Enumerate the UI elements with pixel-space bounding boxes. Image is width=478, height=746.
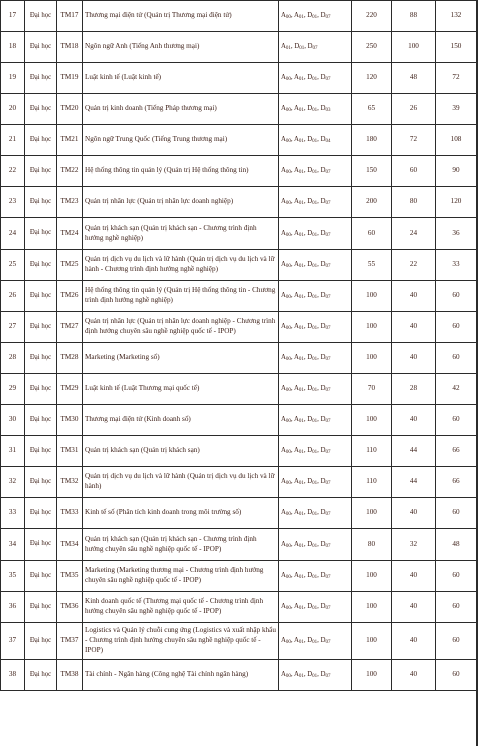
row-code: TM31 bbox=[57, 436, 83, 467]
row-quota-a: 40 bbox=[392, 498, 436, 529]
row-subject-combo: $A_{00}$, $A_{01}$, $D_{01}$, $D_{07}$ bbox=[279, 592, 352, 623]
row-quota-a: 100 bbox=[392, 32, 436, 63]
row-major-name: Hệ thống thông tin quản lý (Quản trị Hệ thống thông tin) bbox=[83, 156, 279, 187]
row-level: Đại học bbox=[25, 156, 57, 187]
row-number: 19 bbox=[1, 63, 25, 94]
row-quota-a: 28 bbox=[392, 374, 436, 405]
row-quota-b: 33 bbox=[436, 250, 477, 281]
row-major-name: Quản trị khách sạn (Quản trị khách sạn - Chương trình định hướng chuyên sâu nghề nghiệp quốc tế - IPOP) bbox=[83, 529, 279, 561]
row-quota-total: 100 bbox=[352, 561, 392, 592]
row-major-name: Quản trị khách sạn (Quản trị khách sạn - Chương trình định hướng nghề nghiệp) bbox=[83, 218, 279, 250]
table-row bbox=[1, 312, 477, 343]
row-quota-b: 60 bbox=[436, 660, 477, 691]
row-number: 29 bbox=[1, 374, 25, 405]
row-code: TM27 bbox=[57, 312, 83, 343]
row-level: Đại học bbox=[25, 32, 57, 63]
row-code: TM26 bbox=[57, 281, 83, 312]
row-quota-total: 220 bbox=[352, 1, 392, 32]
row-quota-a: 40 bbox=[392, 561, 436, 592]
row-major-name: Thương mại điện tử (Kinh doanh số) bbox=[83, 405, 279, 436]
row-subject-combo: $A_{00}$, $A_{01}$, $D_{01}$, $D_{04}$ bbox=[279, 125, 352, 156]
row-number: 38 bbox=[1, 660, 25, 691]
row-quota-a: 60 bbox=[392, 156, 436, 187]
row-subject-combo: $A_{00}$, $A_{01}$, $D_{01}$, $D_{07}$ bbox=[279, 343, 352, 374]
row-level: Đại học bbox=[25, 125, 57, 156]
row-subject-combo: $A_{00}$, $A_{01}$, $D_{01}$, $D_{07}$ bbox=[279, 250, 352, 281]
table-row bbox=[1, 94, 477, 125]
row-number: 25 bbox=[1, 250, 25, 281]
table-row bbox=[1, 343, 477, 374]
row-level: Đại học bbox=[25, 187, 57, 218]
row-quota-b: 42 bbox=[436, 374, 477, 405]
row-quota-a: 72 bbox=[392, 125, 436, 156]
row-level: Đại học bbox=[25, 467, 57, 498]
row-major-name: Quản trị nhân lực (Quản trị nhân lực doanh nghiệp - Chương trình định hướng chuyên sâu nghề nghiệp quốc tế - IPOP) bbox=[83, 312, 279, 343]
row-quota-b: 60 bbox=[436, 312, 477, 343]
row-number: 35 bbox=[1, 561, 25, 592]
row-code: TM35 bbox=[57, 561, 83, 592]
row-subject-combo: $A_{00}$, $A_{01}$, $D_{01}$, $D_{07}$ bbox=[279, 660, 352, 691]
row-quota-b: 132 bbox=[436, 1, 477, 32]
row-quota-a: 32 bbox=[392, 529, 436, 561]
row-quota-a: 40 bbox=[392, 623, 436, 660]
row-major-name: Quản trị nhân lực (Quản trị nhân lực doanh nghiệp) bbox=[83, 187, 279, 218]
row-subject-combo: $A_{01}$, $D_{01}$, $D_{07}$ bbox=[279, 32, 352, 63]
row-subject-combo: $A_{00}$, $A_{01}$, $D_{01}$, $D_{07}$ bbox=[279, 1, 352, 32]
row-quota-total: 180 bbox=[352, 125, 392, 156]
table-row bbox=[1, 187, 477, 218]
row-code: TM20 bbox=[57, 94, 83, 125]
row-subject-combo: $A_{00}$, $A_{01}$, $D_{01}$, $D_{07}$ bbox=[279, 467, 352, 498]
row-quota-total: 70 bbox=[352, 374, 392, 405]
row-level: Đại học bbox=[25, 498, 57, 529]
row-quota-b: 48 bbox=[436, 529, 477, 561]
row-subject-combo: $A_{00}$, $A_{01}$, $D_{01}$, $D_{07}$ bbox=[279, 187, 352, 218]
row-quota-total: 100 bbox=[352, 592, 392, 623]
table-row bbox=[1, 63, 477, 94]
row-subject-combo: $A_{00}$, $A_{01}$, $D_{01}$, $D_{03}$ bbox=[279, 94, 352, 125]
row-level: Đại học bbox=[25, 94, 57, 125]
row-quota-a: 80 bbox=[392, 187, 436, 218]
row-major-name: Hệ thống thông tin quản lý (Quản trị Hệ thống thông tin - Chương trình định hướng nghề nghiệp) bbox=[83, 281, 279, 312]
row-major-name: Quản trị dịch vụ du lịch và lữ hành (Quản trị dịch vụ du lịch và lữ hành - Chương trình định hướng nghề nghiệp) bbox=[83, 250, 279, 281]
row-quota-a: 44 bbox=[392, 467, 436, 498]
row-major-name: Thương mại điện tử (Quản trị Thương mại điện tử) bbox=[83, 1, 279, 32]
table-row bbox=[1, 436, 477, 467]
row-level: Đại học bbox=[25, 281, 57, 312]
row-code: TM21 bbox=[57, 125, 83, 156]
row-level: Đại học bbox=[25, 374, 57, 405]
row-code: TM19 bbox=[57, 63, 83, 94]
table-row bbox=[1, 250, 477, 281]
row-quota-total: 100 bbox=[352, 623, 392, 660]
row-number: 20 bbox=[1, 94, 25, 125]
table-row bbox=[1, 374, 477, 405]
row-quota-b: 90 bbox=[436, 156, 477, 187]
row-level: Đại học bbox=[25, 436, 57, 467]
row-code: TM32 bbox=[57, 467, 83, 498]
row-major-name: Ngôn ngữ Anh (Tiếng Anh thương mại) bbox=[83, 32, 279, 63]
row-major-name: Tài chính - Ngân hàng (Công nghệ Tài chính ngân hàng) bbox=[83, 660, 279, 691]
row-level: Đại học bbox=[25, 405, 57, 436]
row-code: TM25 bbox=[57, 250, 83, 281]
row-quota-a: 22 bbox=[392, 250, 436, 281]
table-row bbox=[1, 660, 477, 691]
row-major-name: Marketing (Marketing thương mại - Chương trình định hướng chuyên sâu nghề nghiệp quốc tế - IPOP) bbox=[83, 561, 279, 592]
row-quota-b: 120 bbox=[436, 187, 477, 218]
row-quota-a: 88 bbox=[392, 1, 436, 32]
row-subject-combo: $A_{00}$, $A_{01}$, $D_{01}$, $D_{07}$ bbox=[279, 623, 352, 660]
table-row bbox=[1, 156, 477, 187]
row-quota-b: 60 bbox=[436, 592, 477, 623]
row-quota-total: 100 bbox=[352, 498, 392, 529]
row-major-name: Kinh doanh quốc tế (Thương mại quốc tế - Chương trình định hướng chuyên sâu nghề nghiệp quốc tế - IPOP) bbox=[83, 592, 279, 623]
row-code: TM24 bbox=[57, 218, 83, 250]
row-quota-b: 39 bbox=[436, 94, 477, 125]
row-number: 30 bbox=[1, 405, 25, 436]
row-quota-total: 120 bbox=[352, 63, 392, 94]
table-row bbox=[1, 125, 477, 156]
table-row bbox=[1, 529, 477, 561]
row-level: Đại học bbox=[25, 250, 57, 281]
row-major-name: Quản trị khách sạn (Quản trị khách sạn) bbox=[83, 436, 279, 467]
row-number: 21 bbox=[1, 125, 25, 156]
row-number: 37 bbox=[1, 623, 25, 660]
row-number: 28 bbox=[1, 343, 25, 374]
row-number: 27 bbox=[1, 312, 25, 343]
table-row bbox=[1, 623, 477, 660]
row-quota-a: 40 bbox=[392, 592, 436, 623]
row-major-name: Luật kinh tế (Luật Thương mại quốc tế) bbox=[83, 374, 279, 405]
row-quota-total: 60 bbox=[352, 218, 392, 250]
table-row bbox=[1, 467, 477, 498]
row-number: 23 bbox=[1, 187, 25, 218]
table-row bbox=[1, 405, 477, 436]
row-level: Đại học bbox=[25, 561, 57, 592]
row-quota-total: 200 bbox=[352, 187, 392, 218]
row-quota-a: 40 bbox=[392, 343, 436, 374]
row-quota-total: 110 bbox=[352, 467, 392, 498]
row-level: Đại học bbox=[25, 1, 57, 32]
row-subject-combo: $A_{00}$, $A_{01}$, $D_{01}$, $D_{07}$ bbox=[279, 156, 352, 187]
row-quota-b: 72 bbox=[436, 63, 477, 94]
row-quota-b: 108 bbox=[436, 125, 477, 156]
row-subject-combo: $A_{00}$, $A_{01}$, $D_{01}$, $D_{07}$ bbox=[279, 405, 352, 436]
row-quota-a: 40 bbox=[392, 405, 436, 436]
row-subject-combo: $A_{00}$, $A_{01}$, $D_{01}$, $D_{07}$ bbox=[279, 218, 352, 250]
row-number: 32 bbox=[1, 467, 25, 498]
row-quota-total: 100 bbox=[352, 281, 392, 312]
row-quota-total: 100 bbox=[352, 312, 392, 343]
table-row bbox=[1, 592, 477, 623]
row-quota-a: 40 bbox=[392, 312, 436, 343]
table-row bbox=[1, 561, 477, 592]
row-level: Đại học bbox=[25, 529, 57, 561]
row-number: 33 bbox=[1, 498, 25, 529]
row-quota-b: 36 bbox=[436, 218, 477, 250]
table-body bbox=[1, 1, 477, 691]
row-major-name: Quản trị kinh doanh (Tiếng Pháp thương mại) bbox=[83, 94, 279, 125]
row-number: 24 bbox=[1, 218, 25, 250]
row-code: TM23 bbox=[57, 187, 83, 218]
row-number: 36 bbox=[1, 592, 25, 623]
table-row bbox=[1, 1, 477, 32]
row-level: Đại học bbox=[25, 623, 57, 660]
row-subject-combo: $A_{00}$, $A_{01}$, $D_{01}$, $D_{07}$ bbox=[279, 561, 352, 592]
row-quota-total: 100 bbox=[352, 660, 392, 691]
row-number: 22 bbox=[1, 156, 25, 187]
row-code: TM34 bbox=[57, 529, 83, 561]
row-number: 31 bbox=[1, 436, 25, 467]
row-quota-b: 60 bbox=[436, 343, 477, 374]
row-quota-b: 60 bbox=[436, 623, 477, 660]
row-level: Đại học bbox=[25, 218, 57, 250]
row-code: TM30 bbox=[57, 405, 83, 436]
row-major-name: Quản trị dịch vụ du lịch và lữ hành (Quản trị dịch vụ du lịch và lữ hành) bbox=[83, 467, 279, 498]
row-code: TM37 bbox=[57, 623, 83, 660]
row-quota-total: 100 bbox=[352, 343, 392, 374]
row-code: TM36 bbox=[57, 592, 83, 623]
row-level: Đại học bbox=[25, 312, 57, 343]
row-quota-b: 60 bbox=[436, 405, 477, 436]
row-subject-combo: $A_{00}$, $A_{01}$, $D_{01}$, $D_{07}$ bbox=[279, 436, 352, 467]
row-subject-combo: $A_{00}$, $A_{01}$, $D_{01}$, $D_{07}$ bbox=[279, 374, 352, 405]
row-quota-total: 55 bbox=[352, 250, 392, 281]
row-quota-a: 44 bbox=[392, 436, 436, 467]
row-subject-combo: $A_{00}$, $A_{01}$, $D_{01}$, $D_{07}$ bbox=[279, 63, 352, 94]
row-quota-b: 60 bbox=[436, 561, 477, 592]
row-code: TM28 bbox=[57, 343, 83, 374]
row-code: TM22 bbox=[57, 156, 83, 187]
row-subject-combo: $A_{00}$, $A_{01}$, $D_{01}$, $D_{07}$ bbox=[279, 281, 352, 312]
row-quota-b: 150 bbox=[436, 32, 477, 63]
table-row bbox=[1, 498, 477, 529]
row-number: 26 bbox=[1, 281, 25, 312]
table-row bbox=[1, 218, 477, 250]
row-quota-b: 66 bbox=[436, 467, 477, 498]
row-subject-combo: $A_{00}$, $A_{01}$, $D_{01}$, $D_{07}$ bbox=[279, 498, 352, 529]
table-row bbox=[1, 281, 477, 312]
row-quota-a: 40 bbox=[392, 281, 436, 312]
row-major-name: Kinh tế số (Phân tích kinh doanh trong môi trường số) bbox=[83, 498, 279, 529]
row-quota-a: 26 bbox=[392, 94, 436, 125]
row-number: 34 bbox=[1, 529, 25, 561]
row-code: TM18 bbox=[57, 32, 83, 63]
row-code: TM29 bbox=[57, 374, 83, 405]
row-code: TM38 bbox=[57, 660, 83, 691]
table-row bbox=[1, 32, 477, 63]
row-quota-total: 80 bbox=[352, 529, 392, 561]
row-major-name: Logistics và Quản lý chuỗi cung ứng (Logistics và xuất nhập khẩu - Chương trình định hướng chuyên sâu nghề nghiệp quốc tế - IPOP) bbox=[83, 623, 279, 660]
row-quota-b: 60 bbox=[436, 281, 477, 312]
row-level: Đại học bbox=[25, 63, 57, 94]
row-code: TM33 bbox=[57, 498, 83, 529]
row-quota-a: 48 bbox=[392, 63, 436, 94]
row-subject-combo: $A_{00}$, $A_{01}$, $D_{01}$, $D_{07}$ bbox=[279, 529, 352, 561]
row-major-name: Luật kinh tế (Luật kinh tế) bbox=[83, 63, 279, 94]
row-level: Đại học bbox=[25, 592, 57, 623]
row-quota-total: 250 bbox=[352, 32, 392, 63]
row-number: 18 bbox=[1, 32, 25, 63]
row-quota-total: 150 bbox=[352, 156, 392, 187]
row-level: Đại học bbox=[25, 660, 57, 691]
row-number: 17 bbox=[1, 1, 25, 32]
row-level: Đại học bbox=[25, 343, 57, 374]
row-quota-b: 60 bbox=[436, 498, 477, 529]
row-quota-total: 110 bbox=[352, 436, 392, 467]
row-quota-a: 24 bbox=[392, 218, 436, 250]
row-subject-combo: $A_{00}$, $A_{01}$, $D_{01}$, $D_{07}$ bbox=[279, 312, 352, 343]
row-major-name: Marketing (Marketing số) bbox=[83, 343, 279, 374]
row-quota-a: 40 bbox=[392, 660, 436, 691]
row-code: TM17 bbox=[57, 1, 83, 32]
row-major-name: Ngôn ngữ Trung Quốc (Tiếng Trung thương mại) bbox=[83, 125, 279, 156]
row-quota-b: 66 bbox=[436, 436, 477, 467]
row-quota-total: 65 bbox=[352, 94, 392, 125]
row-quota-total: 100 bbox=[352, 405, 392, 436]
